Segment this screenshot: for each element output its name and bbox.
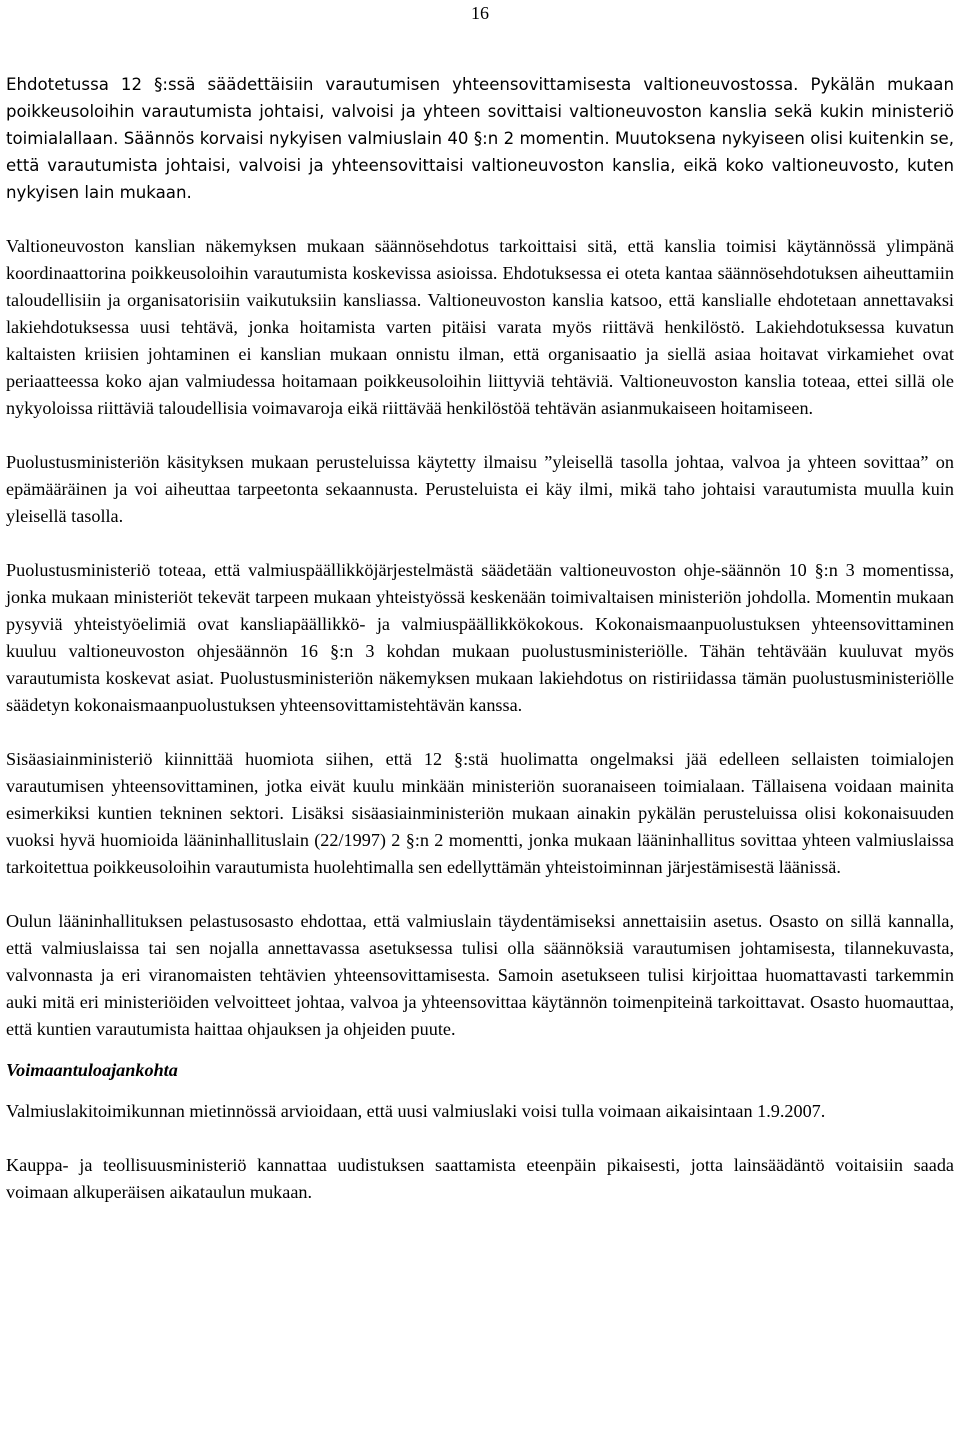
paragraph-6: Oulun lääninhallituksen pelastusosasto ehdottaa, että valmiuslain täydentämiseksi annettaisiin asetus. Osasto on sillä kannalla, että valmiuslaissa tai sen nojalla annettavassa asetuksessa tulisi olla säännöksiä varautumisen johtamisesta, tilannekuvasta, valvonnasta ja eri viranomaisten tehtävien yhteensovittamisesta. Samoin asetukseen tulisi kirjoittaa huomattavasti tarkemmin auki mitä eri ministeriöiden velvoitteet johtaa, valvoa ja yhteensovittaa käytännön toimenpiteinä tarkoittavat. Osasto huomauttaa, että kuntien varautumista haittaa ohjauksen ja ohjeiden puute. <box>6 911 954 1039</box>
section-sign: § <box>454 749 464 769</box>
paragraph-4-part-b: :n 3 momentissa, jonka mukaan ministeriöt tekevät tarpeen mukaan yhteistyössä keskenään toimivaltaisen ministeriön johdolla. Momentin mukaan pysyviä yhteistyöelimiä ovat kansliapäällikkö- ja valmiuspäällikkökokous. Kokonaismaanpuolustuksen yhteensovittaminen kuuluu valtioneuvoston ohjesäännön 16 <box>6 560 954 661</box>
paragraph-3: Puolustusministeriön käsityksen mukaan perusteluissa käytetty ilmaisu ”yleisellä tasolla johtaa, valvoa ja yhteen sovittaa” on epämääräinen ja voi aiheuttaa tarpeetonta sekaannusta. Perusteluista ei käy ilmi, mikä taho johtaisi varautumista muulla kuin yleisellä tasolla. <box>6 452 954 526</box>
paragraph-1-part-c: :n 2 momentin. Muutoksena nykyiseen olisi kuitenkin se, että varautumista johtaisi, valvoisi ja yhteensovittaisi valtioneuvoston kanslia, eikä koko valtioneuvosto, kuten nykyisen lain mukaan. <box>6 129 955 202</box>
paragraph-4-part-a: Puolustusministeriö toteaa, että valmiuspäällikköjärjestelmästä säädetään valtioneuvoston ohje-säännön 10 <box>6 560 815 580</box>
document-body <box>6 71 954 1206</box>
paragraph-4-part-c: :n 3 kohdan mukaan puolustusministeriölle. Tähän tehtävään kuuluvat myös varautumista koskevat asiat. Puolustusministeriön näkemyksen mukaan lakiehdotus on ristiriidassa tämän puolustusministeriölle säädetyn kokonaismaanpuolustuksen yhteensovittamistehtävän kanssa. <box>6 641 954 715</box>
section-heading: Voimaantuloajankohta <box>6 1060 178 1080</box>
paragraph-1 <box>6 71 954 206</box>
paragraph-7: Valmiuslakitoimikunnan mietinnössä arvioidaan, että uusi valmiuslaki voisi tulla voimaan aikaisintaan 1.9.2007. <box>6 1101 826 1121</box>
section-sign: § <box>330 641 340 661</box>
paragraph-5-part-a: Sisäasiainministeriö kiinnittää huomiota siihen, että 12 <box>6 749 455 769</box>
paragraph-1-part-b: :ssä säädettäisiin varautumisen yhteensovittamisesta valtioneuvostossa. Pykälän mukaan poikkeusoloihin varautumista johtaisi, valvoisi ja yhteen sovittaisi valtioneuvoston kanslia sekä kukin ministeriö toimialallaan. Säännös korvaisi nykyisen valmiuslain 40 <box>6 75 954 148</box>
section-sign: § <box>814 560 824 580</box>
paragraph-2: Valtioneuvoston kanslian näkemyksen mukaan säännösehdotus tarkoittaisi sitä, että kanslia toimisi käytännössä ylimpänä koordinaattorina poikkeusoloihin varautumista koskevissa asioissa. Ehdotuksessa ei oteta kantaa säännösehdotuksen aiheuttamiin taloudellisiin ja organisatorisiin vaikutuksiin kansliassa. Valtioneuvoston kanslia katsoo, että kanslialle ehdotetaan annettavaksi lakiehdotuksessa uusi tehtävä, jonka hoitamista varten pitäisi varata myös riittävä henkilöstö. Lakiehdotuksessa kuvatun kaltaisten kriisien johtaminen ei kanslian mukaan onnistu ilman, että organisaatio ja siellä asiaa hoitavat virkamiehet ovat periaatteessa koko ajan valmiudessa hoitamaan poikkeusoloihin liittyviä tehtäviä. Valtioneuvoston kanslia toteaa, ettei sillä ole nykyoloissa riittäviä taloudellisia voimavaroja eikä riittävää henkilöstöä tehtävän asianmukaiseen hoitamiseen. <box>6 236 954 418</box>
paragraph-5-part-c: :n 2 momentti, jonka mukaan lääninhallitus sovittaa yhteen valmiuslaissa tarkoitettua poikkeusoloihin varautumista huolehtimalla sen edellyttämän yhteistoiminnan järjestämisestä läänissä. <box>6 830 954 877</box>
paragraph-8: Kauppa- ja teollisuusministeriö kannattaa uudistuksen saattamista eteenpäin pikaisesti, jotta lainsäädäntö voitaisiin saada voimaan alkuperäisen aikataulun mukaan. <box>6 1155 954 1202</box>
section-sign: § <box>154 75 163 94</box>
page-number: 16 <box>471 3 489 23</box>
paragraph-1-part-a: Ehdotetussa 12 <box>6 75 155 94</box>
section-sign: § <box>405 830 415 850</box>
section-sign: § <box>473 129 483 148</box>
paragraph-5 <box>6 746 954 881</box>
paragraph-4 <box>6 557 954 719</box>
paragraph-5-part-b: :stä huolimatta ongelmaksi jää edelleen sellaisten toimialojen varautumisen yhteensovittaminen, jotka eivät kuulu minkään ministeriön suoranaiseen toimialaan. Tällaisena voidaan mainita esimerkiksi kuntien tekninen sektori. Lisäksi sisäasiainministeriön mukaan ainakin pykälän perusteluissa olisi kokonaisuuden vuoksi hyvä huomioida lääninhallituslain (22/1997) 2 <box>6 749 954 850</box>
